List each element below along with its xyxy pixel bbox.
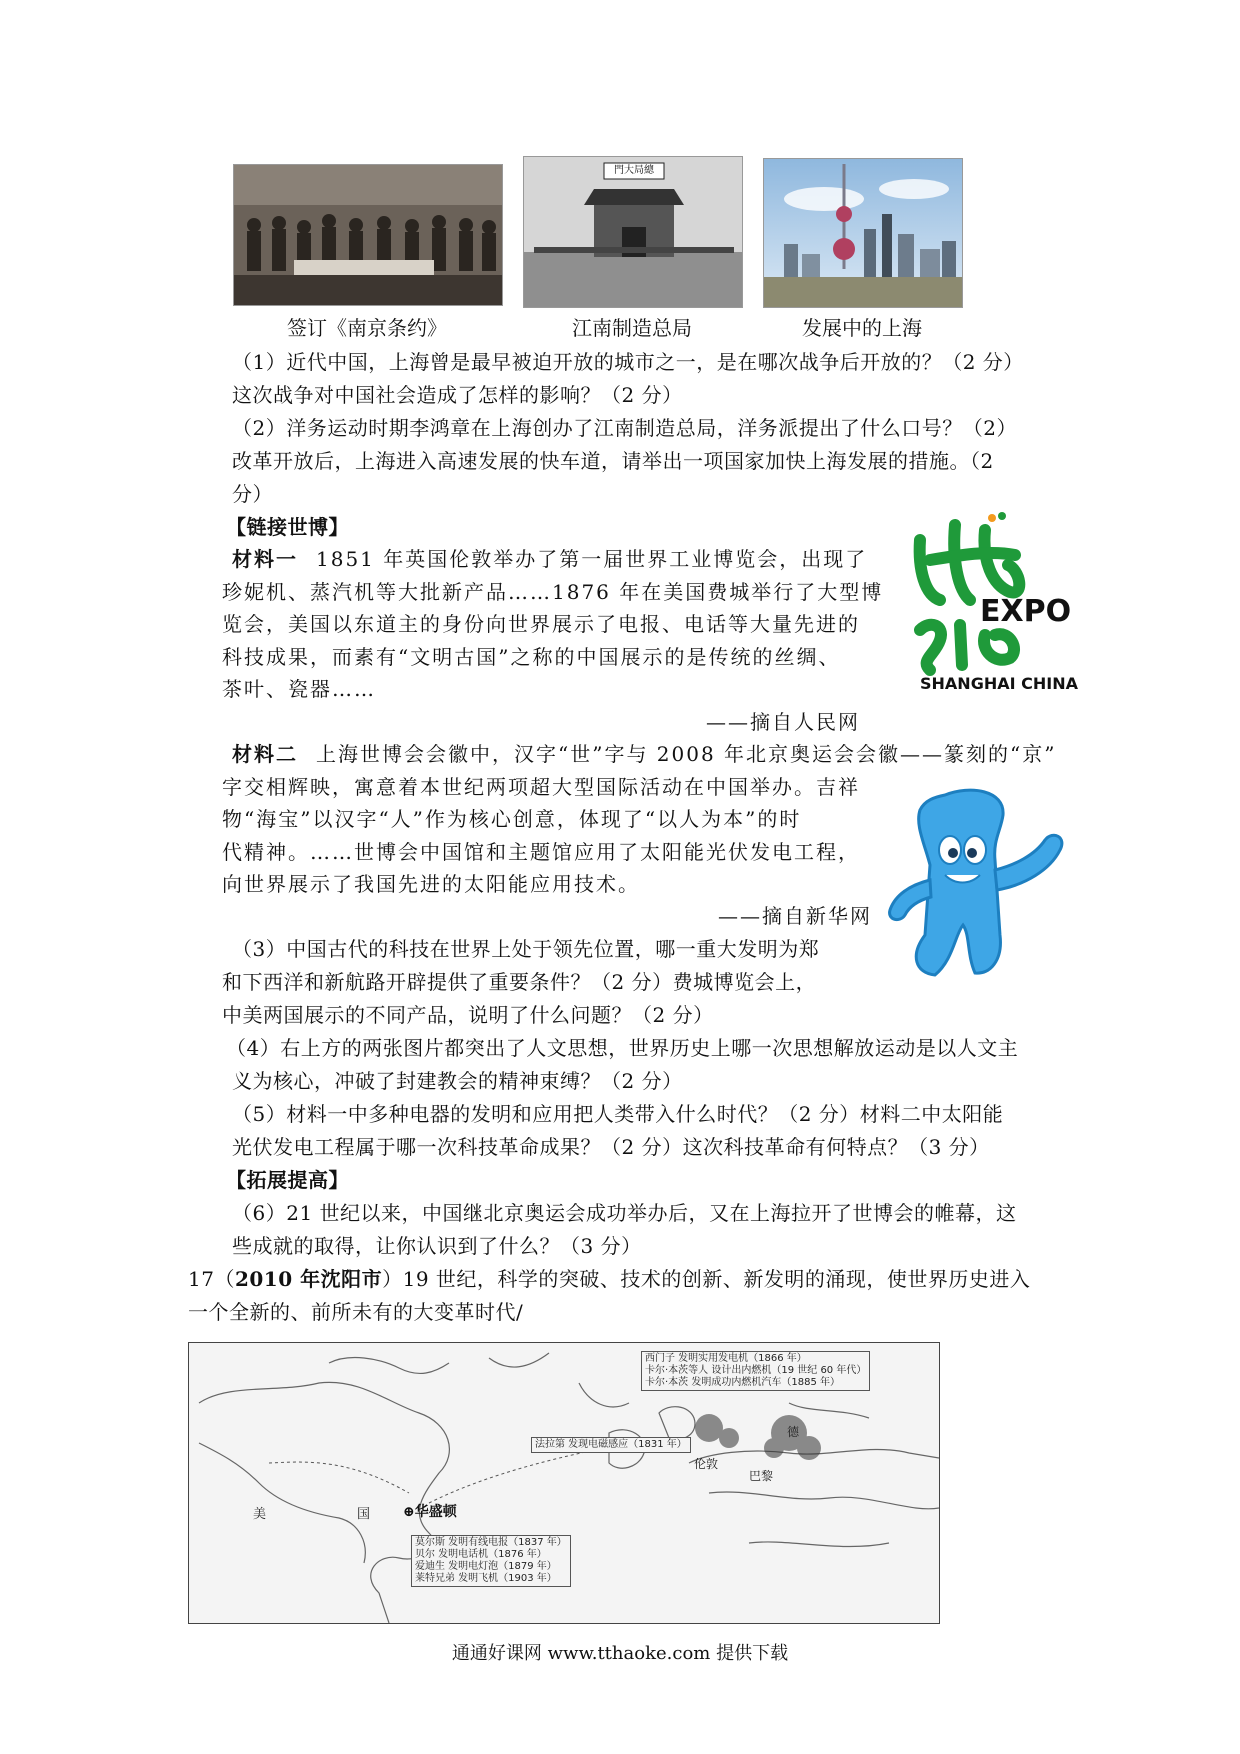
jiangnan-arsenal-illustration bbox=[524, 157, 742, 307]
america-item-3: 爱迪生 发明电灯泡（1879 年） bbox=[415, 1561, 557, 1572]
haibao-mascot bbox=[875, 785, 1085, 995]
q2-line1: （2）洋务运动时期李鸿章在上海创办了江南制造总局，洋务派提出了什么口号？（2） bbox=[232, 416, 1017, 440]
photo-jiangnan-arsenal bbox=[523, 156, 743, 308]
haibao-mascot-icon bbox=[875, 785, 1085, 995]
q6-line2: 些成就的取得，让你认识到了什么？（3 分） bbox=[232, 1234, 642, 1258]
washington-name: 华盛顿 bbox=[414, 1504, 457, 1520]
q2-line3: 分） bbox=[232, 482, 273, 506]
map-label-washington bbox=[403, 1501, 457, 1521]
material2-line4: 代精神。……世博会中国馆和主题馆应用了太阳能光伏发电工程， bbox=[222, 840, 860, 864]
map-label-usa2: 国 bbox=[357, 1507, 371, 1522]
material1-line3: 览会，美国以东道主的身份向世界展示了电报、电话等大量先进的 bbox=[222, 612, 860, 636]
q4-line2: 义为核心，冲破了封建教会的精神束缚？（2 分） bbox=[232, 1069, 683, 1093]
america-item-1: 莫尔斯 发明有线电报（1837 年） bbox=[415, 1537, 567, 1548]
photo-shanghai-skyline bbox=[763, 158, 963, 308]
q6-line1: （6）21 世纪以来，中国继北京奥运会成功举办后，又在上海拉开了世博会的帷幕，这 bbox=[232, 1201, 1017, 1225]
washington-marker-icon: ⊕ bbox=[403, 1504, 415, 1520]
caption-shanghai: 发展中的上海 bbox=[802, 316, 922, 340]
map-label-london: 伦敦 bbox=[694, 1457, 719, 1471]
material2-line5: 向世界展示了我国先进的太阳能应用技术。 bbox=[222, 872, 640, 896]
q17-number: 17（ bbox=[188, 1267, 235, 1291]
america-item-4: 莱特兄弟 发明飞机（1903 年） bbox=[415, 1573, 557, 1584]
photo-nanjing-treaty bbox=[233, 164, 503, 306]
q5-line1: （5）材料一中多种电器的发明和应用把人类带入什么时代？（2 分）材料二中太阳能 bbox=[232, 1102, 1004, 1126]
caption-jiangnan-arsenal: 江南制造总局 bbox=[572, 316, 692, 340]
section-heading-extend: 【拓展提高】 bbox=[226, 1168, 349, 1192]
map-box-america bbox=[411, 1535, 571, 1587]
arsenal-gate-sign: 門大局總 bbox=[614, 165, 654, 176]
nanjing-treaty-illustration bbox=[234, 165, 502, 305]
map-label-germany: 德 bbox=[787, 1425, 800, 1439]
material1-line1 bbox=[232, 543, 867, 575]
q1-line1: （1）近代中国，上海曾是最早被迫开放的城市之一，是在哪次战争后开放的？（2 分） bbox=[232, 350, 1024, 374]
material1-text1: 1851 年英国伦敦举办了第一届世界工业博览会，出现了 bbox=[316, 547, 868, 571]
europe-item-2: 卡尔·本茨等人 设计出内燃机（19 世纪 60 年代） bbox=[645, 1365, 867, 1376]
section-heading-expo: 【链接世博】 bbox=[226, 515, 349, 539]
caption-nanjing-treaty: 签订《南京条约》 bbox=[287, 316, 447, 340]
q5-line2: 光伏发电工程属于哪一次科技革命成果？（2 分）这次科技革命有何特点？（3 分） bbox=[232, 1135, 990, 1159]
q17-line2: 一个全新的、前所未有的大变革时代/ bbox=[188, 1300, 524, 1324]
expo-logo-shanghai-text: SHANGHAI CHINA bbox=[920, 674, 1078, 693]
shanghai-skyline-illustration bbox=[764, 159, 962, 307]
material2-line3: 物“海宝”以汉字“人”作为核心创意，体现了“以人为本”的时 bbox=[222, 807, 802, 831]
q3-line1: （3）中国古代的科技在世界上处于领先位置，哪一重大发明为郑 bbox=[232, 937, 820, 961]
material2-line1 bbox=[232, 738, 1057, 770]
map-box-faraday: 法拉第 发现电磁感应（1831 年） bbox=[531, 1437, 691, 1453]
q2-line2: 改革开放后，上海进入高速发展的快车道，请举出一项国家加快上海发展的措施。（2 bbox=[232, 449, 994, 473]
material1-line5: 茶叶、瓷器…… bbox=[222, 677, 376, 701]
expo-2010-logo bbox=[900, 500, 1080, 700]
material2-label: 材料二 bbox=[232, 742, 298, 766]
europe-item-3: 卡尔·本茨 发明成功内燃机汽车（1885 年） bbox=[645, 1377, 840, 1388]
material2-source: ——摘自新华网 bbox=[718, 904, 872, 928]
material1-source: ——摘自人民网 bbox=[706, 710, 860, 734]
q17-text1: ）19 世纪，科学的突破、技术的创新、新发明的涌现，使世界历史进入 bbox=[382, 1267, 1031, 1291]
america-item-2: 贝尔 发明电话机（1876 年） bbox=[415, 1549, 547, 1560]
map-box-europe bbox=[641, 1351, 870, 1391]
q17-source: 2010 年沈阳市 bbox=[234, 1267, 383, 1291]
q17-line1 bbox=[188, 1263, 1030, 1295]
material1-line4: 科技成果，而素有“文明古国”之称的中国展示的是传统的丝绸、 bbox=[222, 645, 841, 669]
q1-line2: 这次战争对中国社会造成了怎样的影响？（2 分） bbox=[232, 383, 683, 407]
q4-line1: （4）右上方的两张图片都突出了人文思想，世界历史上哪一次思想解放运动是以人文主 bbox=[226, 1036, 1019, 1060]
europe-item-1: 西门子 发明实用发电机（1866 年） bbox=[645, 1353, 807, 1364]
map-label-usa1: 美 bbox=[253, 1507, 267, 1522]
material2-line2: 字交相辉映，寓意着本世纪两项超大型国际活动在中国举办。吉祥 bbox=[222, 775, 860, 799]
expo-logo-expo-text: EXPO bbox=[980, 594, 1072, 629]
page-footer: 通通好课网 www.tthaoke.com 提供下载 bbox=[451, 1643, 789, 1664]
q3-line3: 中美两国展示的不同产品，说明了什么问题？（2 分） bbox=[222, 1003, 714, 1027]
material2-text1: 上海世博会会徽中，汉字“世”字与 2008 年北京奥运会会徽——篆刻的“京” bbox=[316, 742, 1057, 766]
q3-line2: 和下西洋和新航路开辟提供了重要条件？（2 分）费城博览会上， bbox=[222, 970, 817, 994]
material1-label: 材料一 bbox=[232, 547, 298, 571]
inventions-world-map bbox=[188, 1342, 940, 1624]
material1-line2: 珍妮机、蒸汽机等大批新产品……1876 年在美国费城举行了大型博 bbox=[222, 580, 884, 604]
map-label-paris: 巴黎 bbox=[749, 1469, 774, 1483]
